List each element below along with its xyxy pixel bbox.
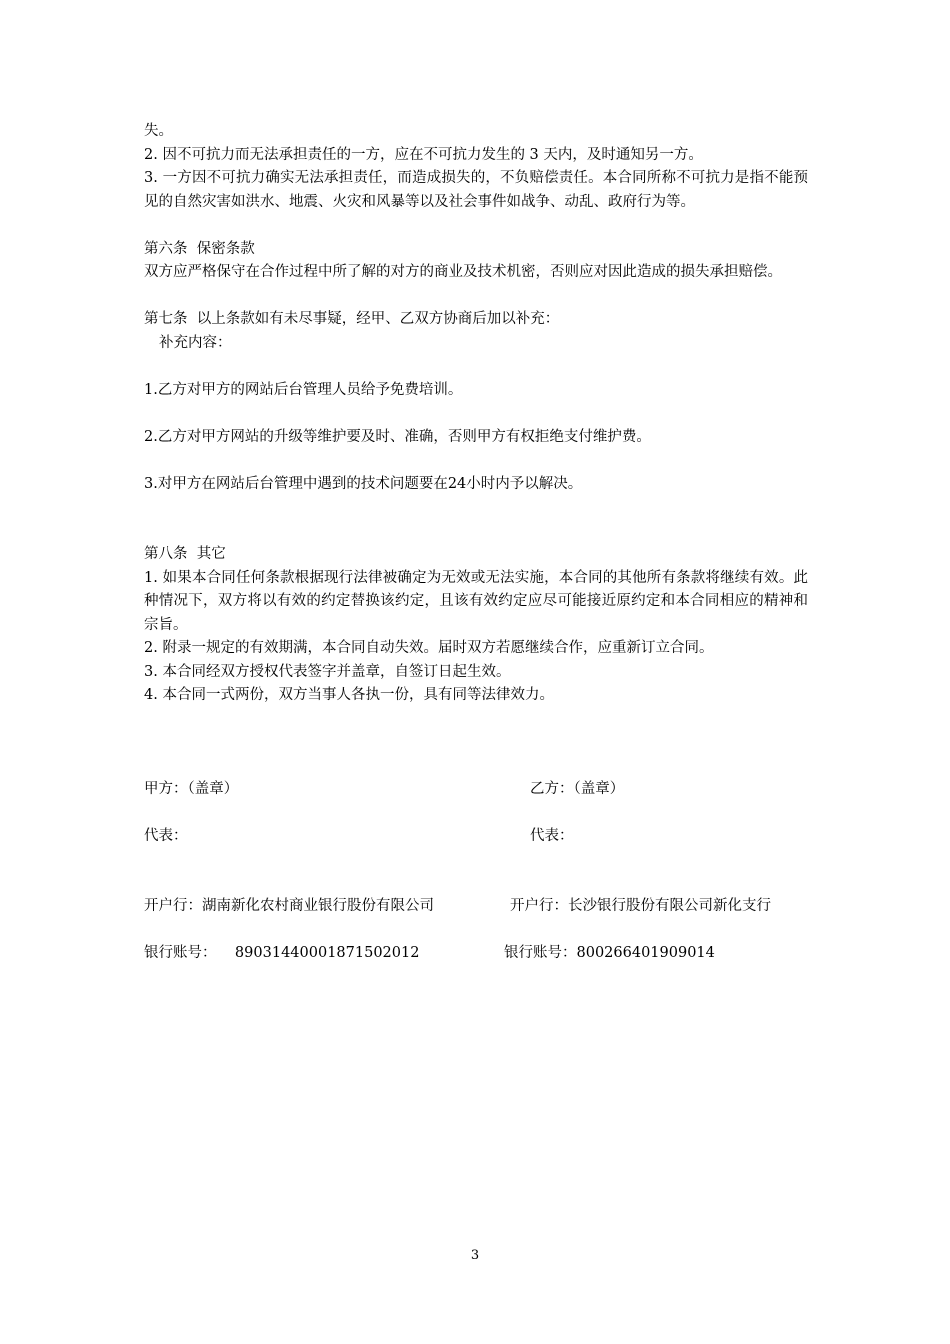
spacer <box>144 285 808 309</box>
seal-row <box>144 778 808 802</box>
spacer <box>144 214 808 238</box>
spacer <box>144 496 808 543</box>
supplement-label: 补充内容： <box>159 334 232 351</box>
bank-row <box>144 895 808 919</box>
article-8-item-4: 4. 本合同一式两份，双方当事人各执一份，具有同等法律效力。 <box>144 687 554 703</box>
spacer <box>144 402 808 426</box>
account-row <box>144 942 808 966</box>
supplement-item-1: 1.乙方对甲方的网站后台管理人员给予免费培训。 <box>144 381 463 398</box>
body-line-1: 失。 <box>144 123 173 139</box>
party-a-seal: 甲方：（盖章） <box>144 780 239 797</box>
document-body <box>144 120 808 966</box>
party-a-representative: 代表： <box>144 827 188 844</box>
spacer <box>144 848 808 895</box>
representative-row <box>144 825 808 849</box>
supplement-item-2: 2.乙方对甲方网站的升级等维护要及时、准确，否则甲方有权拒绝支付维护费。 <box>144 428 651 445</box>
party-a-bank: 开户行：湖南新化农村商业银行股份有限公司 <box>144 898 434 914</box>
party-b-representative: 代表： <box>530 827 574 844</box>
spacer <box>144 449 808 473</box>
article-6-title: 第六条 保密条款 <box>144 240 255 257</box>
spacer <box>144 708 808 778</box>
force-majeure-clause-3: 3. 一方因不可抗力确实无法承担责任，而造成损失的，不负赔偿责任。本合同所称不可抗力是指不能预见的自然灾害如洪水、地震、火灾和风暴等以及社会事件如战争、动乱、政府行为等。 <box>144 170 808 210</box>
article-8-item-2: 2. 附录一规定的有效期满，本合同自动失效。届时双方若愿继续合作，应重新订立合同。 <box>144 640 714 656</box>
spacer <box>144 919 808 943</box>
supplement-item-3: 3.对甲方在网站后台管理中遇到的技术问题要在24小时内予以解决。 <box>144 475 583 492</box>
article-7-title: 第七条 以上条款如有未尽事疑，经甲、乙双方协商后加以补充： <box>144 311 560 327</box>
article-8-item-1: 1. 如果本合同任何条款根据现行法律被确定为无效或无法实施，本合同的其他所有条款将继续有效。此种情况下，双方将以有效的约定替换该约定，且该有效约定应尽可能接近原约定和本合同相应的精神和宗旨。 <box>144 569 808 633</box>
party-b-account: 银行账号：800266401909014 <box>504 945 715 961</box>
spacer <box>144 355 808 379</box>
article-8-title: 第八条 其它 <box>144 546 226 562</box>
article-8-item-3: 3. 本合同经双方授权代表签字并盖章，自签订日起生效。 <box>144 663 511 680</box>
party-b-bank: 开户行：长沙银行股份有限公司新化支行 <box>510 898 771 914</box>
spacer <box>144 801 808 825</box>
page-number: 3 <box>470 1248 480 1263</box>
force-majeure-clause-2: 2. 因不可抗力而无法承担责任的一方，应在不可抗力发生的 3 天内，及时通知另一方。 <box>144 146 703 163</box>
article-6-text: 双方应严格保守在合作过程中所了解的对方的商业及技术机密，否则应对因此造成的损失承担赔偿。 <box>144 264 782 280</box>
party-a-account: 银行账号： 89031440001871502012 <box>144 945 420 961</box>
party-b-seal: 乙方：（盖章） <box>530 780 625 797</box>
